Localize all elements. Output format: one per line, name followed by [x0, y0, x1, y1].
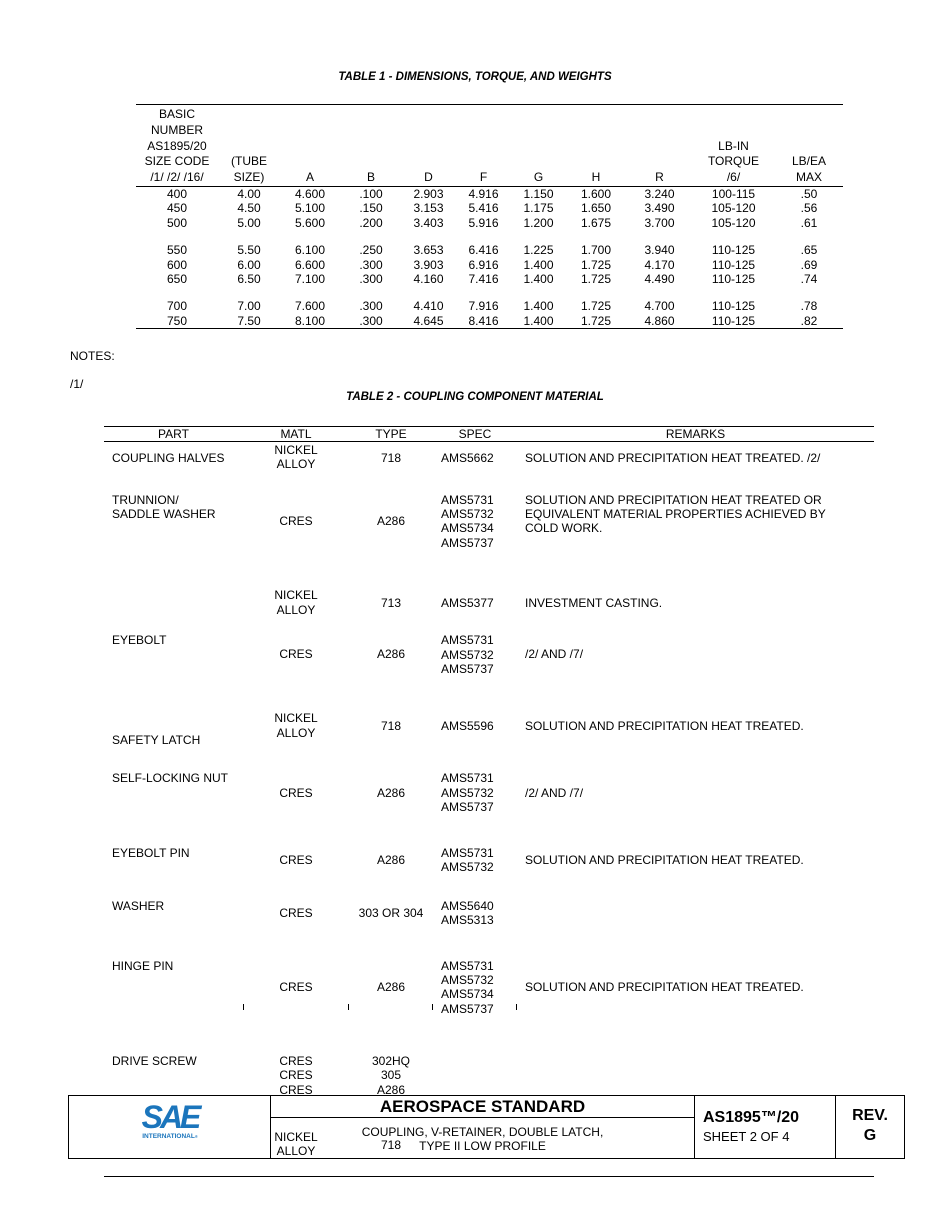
table1-col-header	[280, 105, 340, 187]
sae-logo	[137, 1099, 203, 1141]
cell-line: /2/ AND /7/	[525, 647, 584, 662]
table-cell: 105-120	[711, 201, 756, 216]
cell-line: SOLUTION AND PRECIPITATION HEAT TREATED.	[525, 719, 804, 734]
table1-title: TABLE 1 - DIMENSIONS, TORQUE, AND WEIGHTS	[338, 71, 612, 83]
table1-col-header	[775, 105, 843, 187]
table-cell: .65	[800, 243, 818, 258]
table2-remarks-cell	[517, 586, 874, 631]
table-cell: 1.675	[580, 215, 612, 230]
doc-number: AS1895™/20	[703, 1109, 800, 1126]
table-cell: 100-115	[711, 186, 756, 201]
cell-line: CRES	[279, 852, 313, 867]
cell-line: 303 OR 304	[358, 905, 424, 920]
cell-line: AMS5731	[441, 633, 494, 648]
cell-line: AMS5732	[441, 647, 494, 662]
table2-part-cell	[104, 709, 243, 769]
table2-matl-cell	[243, 631, 349, 709]
cell-line: ALLOY	[276, 602, 316, 617]
table-cell: 4.490	[644, 272, 675, 287]
table-cell: 400	[166, 186, 188, 201]
header-line: /6/	[726, 170, 741, 185]
table1-spacer-row	[136, 230, 843, 243]
cell-line: AMS5313	[441, 912, 494, 927]
table2-part-cell	[104, 586, 243, 631]
cell-line: 718	[380, 719, 402, 734]
table-cell: 1.150	[523, 186, 554, 201]
table-row	[104, 957, 874, 1052]
table-row	[104, 709, 874, 769]
table2-type-cell	[349, 957, 433, 1052]
table-cell: 4.916	[468, 186, 499, 201]
table-cell: 5.100	[294, 201, 326, 216]
table-cell: 1.400	[523, 299, 554, 314]
table2-part-cell	[104, 631, 243, 709]
table2-col-tick	[243, 1004, 244, 1010]
table-cell: .78	[800, 299, 818, 314]
table1-col-header	[402, 105, 455, 187]
table-cell: 4.160	[413, 272, 444, 287]
table-cell: 5.416	[468, 201, 499, 216]
table-cell: 3.940	[644, 243, 675, 258]
cell-line: AMS5737	[441, 535, 494, 550]
table-cell: 3.240	[644, 186, 675, 201]
table-cell: 7.416	[468, 272, 499, 287]
table-row	[104, 586, 874, 631]
table2-type-cell	[349, 897, 433, 957]
table-cell: 1.600	[580, 186, 612, 201]
table2-matl-cell	[243, 844, 349, 897]
table-cell: 5.00	[237, 215, 261, 230]
table1-col-header	[136, 105, 218, 187]
cell-line: NICKEL	[274, 1129, 318, 1144]
title-block	[68, 1095, 905, 1159]
table-cell: .69	[800, 257, 818, 272]
table2-matl-cell	[243, 769, 349, 843]
table-cell: 4.00	[237, 186, 261, 201]
table-row	[136, 201, 843, 215]
table-cell: 3.490	[644, 201, 675, 216]
cell-line: SOLUTION AND PRECIPITATION HEAT TREATED OR	[525, 493, 822, 507]
table-cell: 7.00	[237, 299, 261, 314]
cell-line: AMS5732	[441, 785, 494, 800]
table2-remarks-cell	[517, 957, 874, 1052]
cell-line: CRES	[279, 1068, 313, 1083]
table2-matl-cell	[243, 586, 349, 631]
table2-remarks-cell	[517, 442, 874, 492]
cell-line: AMS5662	[441, 451, 494, 465]
cell-line: 302HQ	[371, 1054, 411, 1069]
table-cell: 750	[166, 313, 188, 328]
table2-col-header: REMARKS	[517, 427, 874, 442]
cell-line: AMS5732	[441, 859, 494, 874]
table-cell: 3.903	[413, 257, 444, 272]
table2-remarks-cell	[517, 491, 874, 586]
cell-line: A286	[376, 785, 406, 800]
cell-line: ALLOY	[276, 1143, 316, 1158]
table-cell: .200	[359, 215, 383, 230]
table2-spec-cell	[433, 586, 517, 631]
cell-line: CRES	[279, 1082, 313, 1097]
note-1: /1/	[70, 377, 84, 391]
cell-line: A286	[376, 514, 406, 529]
header-line: B	[366, 170, 375, 185]
cell-line: 305	[380, 1068, 402, 1083]
table-cell: 4.410	[413, 299, 444, 314]
table-cell: 6.916	[468, 257, 499, 272]
cell-line: AMS5732	[441, 507, 494, 522]
table-cell: 3.403	[413, 215, 444, 230]
cell-line: EYEBOLT	[112, 633, 167, 648]
table1-col-header	[218, 105, 280, 187]
table-cell: 110-125	[711, 272, 756, 287]
description-cell	[271, 1096, 695, 1158]
cell-line: 713	[380, 596, 402, 611]
cell-line: CRES	[279, 905, 313, 920]
table-cell: 550	[166, 243, 188, 258]
cell-line: SADDLE WASHER	[112, 507, 216, 522]
table-row	[104, 631, 874, 709]
table-cell: 110-125	[711, 313, 756, 328]
table-cell: 1.725	[580, 313, 612, 328]
table-cell: .74	[800, 272, 818, 287]
cell-line: HINGE PIN	[112, 958, 174, 973]
table-cell: 8.100	[294, 313, 326, 328]
cell-line: AMS5737	[441, 661, 494, 676]
table2-spec-cell	[433, 709, 517, 769]
table2-part-cell	[104, 442, 243, 492]
logo-cell	[69, 1096, 271, 1158]
table-cell: 4.645	[413, 313, 444, 328]
header-line: D	[424, 170, 433, 185]
table-cell: 110-125	[711, 257, 756, 272]
table-row	[136, 299, 843, 313]
sae-logo-sub: INTERNATIONAL®	[142, 1133, 198, 1140]
header-line: MAX	[795, 170, 822, 185]
cell-line: AMS5640	[441, 898, 494, 913]
table-cell: 3.700	[644, 215, 675, 230]
table-row	[104, 769, 874, 843]
table-cell: 5.916	[468, 215, 499, 230]
table-cell: 600	[166, 257, 188, 272]
table-cell: 7.916	[468, 299, 499, 314]
table1-col-header	[340, 105, 402, 187]
cell-line: CRES	[279, 1054, 313, 1069]
cell-line: INVESTMENT CASTING.	[525, 596, 663, 611]
table2-matl-cell	[243, 491, 349, 586]
cell-line: CRES	[279, 647, 313, 662]
header-line: R	[655, 170, 664, 185]
table-cell: 8.416	[468, 313, 499, 328]
cell-line: AMS5731	[441, 771, 494, 786]
table-cell: .50	[800, 186, 818, 201]
cell-line: COUPLING HALVES	[112, 451, 225, 465]
cell-line: NICKEL	[274, 588, 318, 603]
table1-spacer-row	[136, 286, 843, 299]
table2-spec-cell	[433, 957, 517, 1052]
cell-line: COLD WORK.	[525, 521, 603, 536]
table2-spec-cell	[433, 897, 517, 957]
table-cell: 1.700	[580, 243, 612, 258]
table-cell: 1.200	[523, 215, 554, 230]
table2-spec-cell	[433, 631, 517, 709]
table2-type-cell	[349, 491, 433, 586]
table1-col-header	[512, 105, 565, 187]
table-cell: 7.100	[294, 272, 326, 287]
cell-line: SOLUTION AND PRECIPITATION HEAT TREATED.	[525, 852, 804, 867]
table-cell: 3.153	[413, 201, 444, 216]
table-cell: 1.175	[523, 201, 554, 216]
table-cell: .250	[359, 243, 383, 258]
table-row	[136, 243, 843, 257]
table-cell: 1.400	[523, 272, 554, 287]
cell-line: EQUIVALENT MATERIAL PROPERTIES ACHIEVED BY	[525, 507, 826, 522]
table-cell: .300	[359, 272, 383, 287]
header-line: NUMBER	[150, 122, 203, 137]
table2-type-cell	[349, 442, 433, 492]
table2-matl-cell	[243, 897, 349, 957]
sae-logo-mark: SAE	[141, 1099, 199, 1135]
table-row	[104, 491, 874, 586]
table2-part-cell	[104, 957, 243, 1052]
table2-col-tick	[516, 1004, 517, 1010]
table2-spec-cell	[433, 491, 517, 586]
table2-part-cell	[104, 844, 243, 897]
cell-line: AMS5737	[441, 799, 494, 814]
table2-type-cell	[349, 586, 433, 631]
table1-col-header	[627, 105, 692, 187]
table2-title: TABLE 2 - COUPLING COMPONENT MATERIAL	[346, 391, 604, 403]
table-cell: .82	[800, 313, 818, 328]
cell-line: CRES	[279, 514, 313, 529]
table2-col-header: SPEC	[433, 427, 517, 442]
table2-col-header: MATL	[243, 427, 349, 442]
cell-line: A286	[376, 980, 406, 995]
cell-line: NICKEL	[274, 443, 318, 457]
table-cell: 110-125	[711, 299, 756, 314]
table-cell: 7.600	[294, 299, 326, 314]
table2-part-cell	[104, 491, 243, 586]
material-table	[104, 426, 874, 1177]
table-cell: 500	[166, 215, 188, 230]
cell-line: DRIVE SCREW	[112, 1054, 197, 1069]
table-cell: 6.416	[468, 243, 499, 258]
cell-line: SOLUTION AND PRECIPITATION HEAT TREATED.	[525, 980, 804, 995]
table-cell: 105-120	[711, 215, 756, 230]
cell-line: AMS5731	[441, 493, 494, 507]
table2-col-header: TYPE	[349, 427, 433, 442]
header-line: LB/EA	[791, 154, 827, 169]
cell-line: A286	[376, 852, 406, 867]
header-line: A	[305, 170, 314, 185]
table-cell: 4.170	[644, 257, 675, 272]
table-cell: 6.100	[294, 243, 326, 258]
table-cell: 1.725	[580, 257, 612, 272]
header-line: H	[591, 170, 601, 185]
table-cell: 700	[166, 299, 188, 314]
cell-line: AMS5734	[441, 987, 494, 1002]
standard-type: AEROSPACE STANDARD	[271, 1096, 694, 1118]
table2-remarks-cell	[517, 897, 874, 957]
table-cell: .300	[359, 299, 383, 314]
header-line: TORQUE	[707, 154, 760, 169]
doc-number-cell	[695, 1096, 836, 1158]
header-line: G	[533, 170, 544, 185]
table2-col-tick	[348, 1004, 349, 1010]
table2-remarks-cell	[517, 631, 874, 709]
table-cell: 3.653	[413, 243, 444, 258]
header-line: AS1895/20	[147, 138, 207, 153]
table2-remarks-cell	[517, 769, 874, 843]
table2-part-cell	[104, 897, 243, 957]
table2-type-cell	[349, 709, 433, 769]
cell-line: /2/ AND /7/	[525, 785, 584, 800]
revision-cell	[836, 1096, 904, 1158]
cell-line: TRUNNION/	[112, 493, 179, 507]
table-cell: 6.600	[294, 257, 326, 272]
table-row	[104, 844, 874, 897]
table2-matl-cell	[243, 709, 349, 769]
sheet-number: SHEET 2 OF 4	[703, 1129, 790, 1144]
table-cell: .100	[359, 186, 383, 201]
table-row	[136, 186, 843, 201]
table2-part-cell	[104, 769, 243, 843]
table2-spec-cell	[433, 442, 517, 492]
cell-line: 718	[380, 451, 402, 465]
dimensions-table	[136, 104, 843, 329]
table-row	[136, 258, 843, 272]
table-cell: .56	[800, 201, 818, 216]
table-cell: 1.725	[580, 299, 612, 314]
cell-line: ALLOY	[276, 457, 316, 472]
table-cell: .61	[800, 215, 818, 230]
table2-col-header: PART	[104, 427, 243, 442]
table-cell: 5.600	[294, 215, 326, 230]
header-line: BASIC	[158, 107, 195, 121]
table2-type-cell	[349, 631, 433, 709]
table-cell: 4.50	[237, 201, 261, 216]
cell-line: AMS5737	[441, 1001, 494, 1016]
header-line: SIZE CODE	[144, 154, 210, 169]
cell-line: EYEBOLT PIN	[112, 845, 190, 860]
cell-line: CRES	[279, 785, 313, 800]
header-line: LB-IN	[718, 138, 749, 153]
cell-line: A286	[376, 647, 406, 662]
cell-line: AMS5732	[441, 973, 494, 988]
cell-line: WASHER	[112, 898, 165, 913]
table-row	[104, 442, 874, 492]
table2-spec-cell	[433, 844, 517, 897]
table1-col-header	[565, 105, 627, 187]
cell-line: AMS5731	[441, 845, 494, 860]
table-cell: 110-125	[711, 243, 756, 258]
cell-line: ALLOY	[276, 725, 316, 740]
table2-type-cell	[349, 844, 433, 897]
header-line: /1/ /2/ /16/	[150, 170, 204, 185]
cell-line: A286	[376, 1082, 406, 1097]
table-cell: .300	[359, 313, 383, 328]
doc-description-line1: COUPLING, V-RETAINER, DOUBLE LATCH,	[361, 1125, 604, 1139]
cell-line: SOLUTION AND PRECIPITATION HEAT TREATED. /2/	[525, 451, 821, 465]
header-line: F	[479, 170, 488, 185]
header-line: (TUBE	[231, 154, 267, 169]
table-cell: .300	[359, 257, 383, 272]
table-cell: 1.650	[580, 201, 612, 216]
table1-col-header	[455, 105, 512, 187]
table1-col-header	[692, 105, 775, 187]
table2-remarks-cell	[517, 844, 874, 897]
table2-header-row	[104, 427, 874, 442]
table-cell: 4.600	[294, 186, 326, 201]
table-cell: 4.860	[644, 313, 675, 328]
table2-remarks-cell	[517, 709, 874, 769]
table-cell: 1.400	[523, 313, 554, 328]
table-cell: 2.903	[413, 186, 444, 201]
cell-line: AMS5377	[441, 596, 494, 611]
table2-spec-cell	[433, 769, 517, 843]
table-cell: 450	[166, 201, 188, 216]
table-cell: 6.00	[237, 257, 261, 272]
cell-line: SELF-LOCKING NUT	[112, 771, 229, 786]
table-cell: 1.725	[580, 272, 612, 287]
table-cell: 1.400	[523, 257, 554, 272]
table-cell: 1.225	[523, 243, 554, 258]
table2-type-cell	[349, 769, 433, 843]
rev-label: REV.	[852, 1107, 888, 1124]
rev-value: G	[863, 1127, 877, 1144]
table-cell: 6.50	[237, 272, 261, 287]
table-cell: 650	[166, 272, 188, 287]
table-row	[136, 272, 843, 286]
table-cell: .150	[359, 201, 383, 216]
table-cell: 5.50	[237, 243, 261, 258]
table-row	[136, 216, 843, 230]
cell-line: CRES	[279, 980, 313, 995]
table2-col-tick	[432, 1004, 433, 1010]
cell-line: AMS5731	[441, 958, 494, 973]
cell-line: AMS5596	[441, 719, 494, 734]
header-line: SIZE)	[233, 170, 265, 185]
table2-matl-cell	[243, 957, 349, 1052]
cell-line: AMS5734	[441, 521, 494, 536]
table-row	[104, 897, 874, 957]
table2-matl-cell	[243, 442, 349, 492]
cell-line: 718	[380, 1137, 402, 1152]
doc-description-line2: TYPE II LOW PROFILE	[419, 1139, 546, 1153]
notes-label: NOTES:	[70, 349, 115, 363]
table-row	[136, 314, 843, 329]
table-cell: 4.700	[644, 299, 675, 314]
table1-header-row	[136, 105, 843, 187]
cell-line: SAFETY LATCH	[112, 733, 201, 748]
table-cell: 7.50	[237, 313, 261, 328]
cell-line: NICKEL	[274, 711, 318, 726]
